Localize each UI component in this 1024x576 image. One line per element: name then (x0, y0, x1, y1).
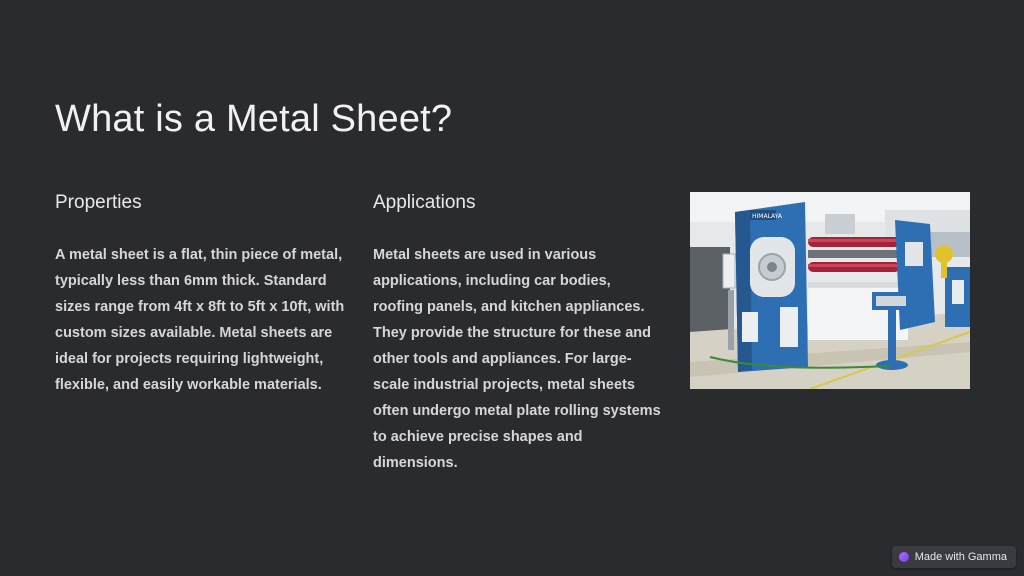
badge-label: Made with Gamma (914, 551, 1007, 563)
gamma-logo-icon (899, 552, 909, 562)
slide-title: What is a Metal Sheet? (55, 98, 453, 140)
machine-label: HIMALAYA (752, 213, 782, 220)
applications-heading: Applications (373, 192, 476, 213)
applications-column (373, 190, 663, 476)
properties-column (55, 190, 345, 398)
applications-body: Metal sheets are used in various applications, including car bodies, roofing panels, and kitchen appliances. They provide the structure for these and other tools and appliances. For large-scale industrial projects, metal sheets often undergo metal plate rolling systems to achieve precise shapes and dimensions. (373, 247, 661, 471)
properties-body: A metal sheet is a flat, thin piece of metal, typically less than 6mm thick. Standard sizes range from 4ft x 8ft to 5ft x 10ft, with custom sizes available. Metal sheets are ideal for projects requiring lightweight, flexible, and easily workable materials. (55, 247, 345, 393)
plate-rolling-machine-photo (690, 192, 970, 389)
made-with-gamma-badge[interactable] (892, 546, 1016, 568)
machine-illustration (690, 192, 970, 389)
properties-heading: Properties (55, 192, 142, 213)
